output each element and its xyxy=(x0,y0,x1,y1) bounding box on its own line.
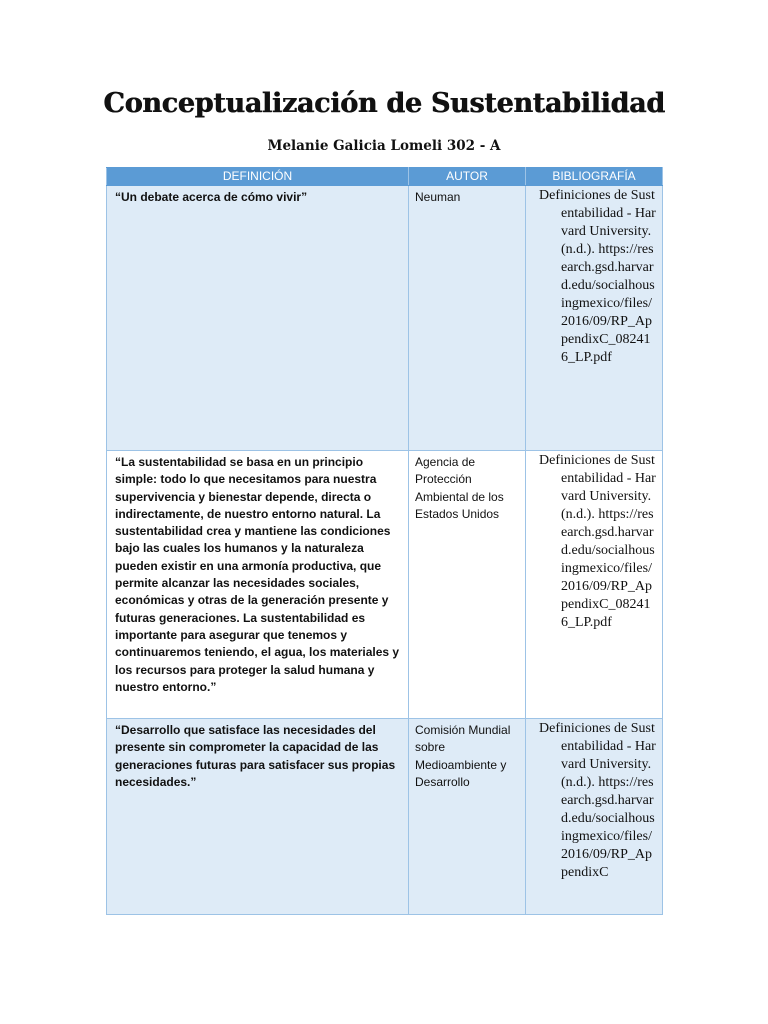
header-bibliografia: BIBLIOGRAFÍA xyxy=(526,168,663,186)
document-subtitle: Melanie Galicia Lomeli 302 - A xyxy=(267,138,501,154)
bibliography-text: Definiciones de Sustentabilidad - Harvard University. (n.d.). https://research.gsd.harvard.edu/socialhousingmexico/files/2016/09/RP_AppendixC xyxy=(539,721,656,880)
table-header-row xyxy=(107,168,663,186)
table-row xyxy=(107,186,663,451)
bibliography-cell xyxy=(526,451,663,719)
definition-cell xyxy=(107,719,409,915)
header-definicion: DEFINICIÓN xyxy=(107,168,409,186)
table-row xyxy=(107,451,663,719)
author-cell xyxy=(409,451,526,719)
document-title: Conceptualización de Sustentabilidad xyxy=(103,88,665,119)
author-text: Comisión Mundial sobre Medioambiente y Desarrollo xyxy=(415,723,511,789)
author-text: Agencia de Protección Ambiental de los Estados Unidos xyxy=(415,455,504,521)
bibliography-cell xyxy=(526,719,663,915)
bibliography-text: Definiciones de Sustentabilidad - Harvard University. (n.d.). https://research.gsd.harvard.edu/socialhousingmexico/files/2016/09/RP_AppendixC_082416_LP.pdf xyxy=(539,453,656,630)
table-row xyxy=(107,719,663,915)
author-cell xyxy=(409,186,526,451)
author-text: Neuman xyxy=(415,190,461,204)
bibliography-text: Definiciones de Sustentabilidad - Harvard University. (n.d.). https://research.gsd.harvard.edu/socialhousingmexico/files/2016/09/RP_AppendixC_082416_LP.pdf xyxy=(539,188,656,365)
definition-text: “Desarrollo que satisface las necesidades del presente sin comprometer la capacidad de las generaciones futuras para satisfacer sus propias necesidades.” xyxy=(115,723,396,789)
author-cell xyxy=(409,719,526,915)
definition-cell xyxy=(107,451,409,719)
bibliography-cell xyxy=(526,186,663,451)
header-autor: AUTOR xyxy=(409,168,526,186)
definition-text: “La sustentabilidad se basa en un principio simple: todo lo que necesitamos para nuestra supervivencia y bienestar depende, directa o indirectamente, de nuestro entorno natural. La sustentabilidad crea y mantiene las condiciones bajo las cuales los humanos y la naturaleza pueden existir en una armonía productiva, que permite alcanzar las necesidades sociales, económicas y otras de la generación presente y futuras generaciones. La sustentabilidad es importante para asegurar que tenemos y continuaremos teniendo, el agua, los materiales y los recursos para proteger la salud humana y nuestro entorno.” xyxy=(115,455,400,694)
definition-cell xyxy=(107,186,409,451)
definitions-table xyxy=(106,167,663,915)
definition-text: “Un debate acerca de cómo vivir” xyxy=(115,190,308,204)
